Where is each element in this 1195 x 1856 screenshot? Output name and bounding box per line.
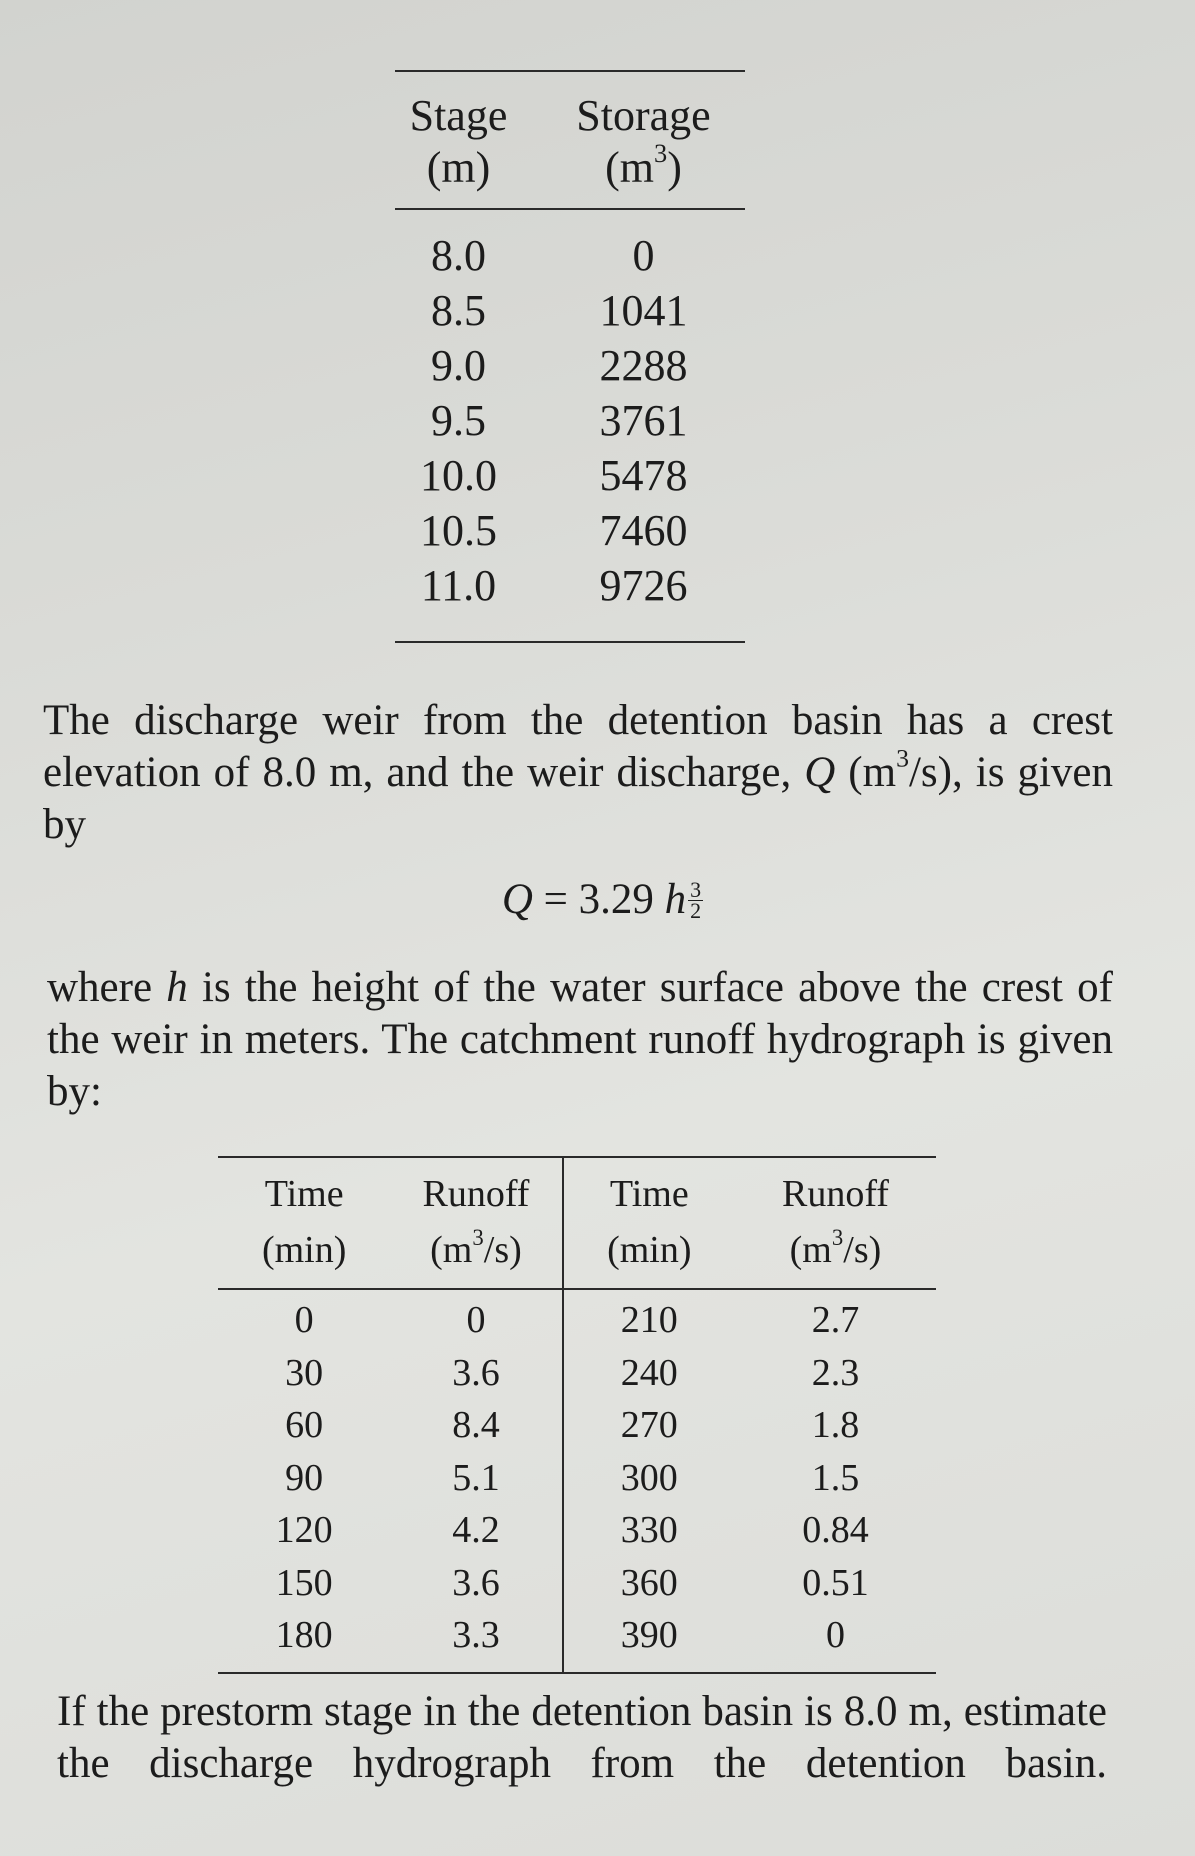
table-row (218, 1504, 936, 1557)
storage-cell: 2288 (599, 341, 688, 390)
storage-cell: 0 (632, 231, 655, 280)
weir-equation: Q = 3.29 h $\frac{3}{2}$ (501, 876, 702, 923)
table-row (395, 283, 745, 338)
stage-cell: 9.5 (431, 396, 486, 445)
storage-cell: 7460 (599, 506, 688, 555)
time-cell: 120 (275, 1509, 333, 1551)
storage-header: Storage $(m^3)$ (576, 91, 711, 192)
height-definition-paragraph: where h is the height of the water surface above the crest of the weir in meters. The catchment runoff hydrograph is given by: (47, 964, 1113, 1115)
weir-description-paragraph: The discharge weir from the detention basin has a crest elevation of 8.0 m, and the weir discharge, Q $(m^3/s)$, is given by (43, 697, 1113, 848)
storage-cell: 1041 (599, 286, 688, 335)
time-cell: 150 (275, 1561, 333, 1604)
runoff-cell: 3.3 (390, 1609, 562, 1673)
stage-cell: 9.0 (431, 341, 486, 390)
stage-storage-table (395, 70, 745, 643)
time-cell: 270 (620, 1404, 678, 1446)
stage-cell: 8.0 (431, 231, 486, 280)
runoff-cell: 2.7 (811, 1299, 860, 1341)
table-row (218, 1452, 936, 1505)
runoff-hydrograph-table (218, 1156, 936, 1674)
stage-cell: 11.0 (420, 561, 497, 610)
time-cell: 300 (620, 1456, 678, 1499)
runoff-header-1: Runoff $(m^3/s)$ (390, 1157, 562, 1289)
storage-cell: 3761 (599, 396, 688, 445)
stage-storage-body (395, 209, 745, 642)
table-row (395, 558, 745, 642)
runoff-cell: 0 (825, 1614, 845, 1656)
table-row (218, 1557, 936, 1610)
time-cell: 210 (620, 1299, 678, 1341)
runoff-hydrograph-body (218, 1289, 936, 1673)
table-row (395, 503, 745, 558)
stage-cell: 10.0 (420, 451, 497, 500)
time-cell: 90 (285, 1456, 324, 1499)
runoff-header-2: Runoff $(m^3/s)$ (781, 1173, 889, 1271)
table-row (395, 448, 745, 503)
runoff-cell: 0 (390, 1289, 562, 1347)
table-row (218, 1399, 936, 1452)
time-cell: 360 (620, 1561, 678, 1604)
table-row (395, 393, 745, 448)
time-cell: 330 (620, 1509, 678, 1551)
runoff-cell: 3.6 (390, 1557, 562, 1610)
table-row (218, 1347, 936, 1400)
exponent-fraction: $\frac{3}{2}$ (690, 877, 702, 923)
time-cell: 180 (275, 1614, 333, 1656)
stage-cell: 8.5 (431, 286, 486, 335)
time-cell: 390 (620, 1614, 678, 1656)
time-header-2: Time (min) (607, 1173, 692, 1271)
time-header-1: Time (min) (261, 1173, 347, 1271)
table-row (395, 209, 745, 283)
storage-cell: 9726 (599, 561, 688, 610)
runoff-cell: 1.5 (811, 1456, 860, 1499)
table-row (218, 1609, 936, 1673)
runoff-cell: 5.1 (390, 1452, 562, 1505)
runoff-cell: 2.3 (811, 1351, 860, 1394)
runoff-cell: 0.51 (802, 1561, 869, 1604)
table-row (395, 338, 745, 393)
time-cell: 240 (620, 1351, 678, 1394)
time-cell: 0 (294, 1299, 314, 1341)
question-paragraph: If the prestorm stage in the detention basin is 8.0 m, estimate the discharge hydrograph from the detention basin. (57, 1688, 1107, 1787)
table-header-row (395, 71, 745, 209)
table-header-row (218, 1157, 936, 1289)
stage-header: Stage (m) (409, 91, 508, 192)
stage-cell: 10.5 (420, 506, 497, 555)
runoff-cell: 1.8 (811, 1404, 860, 1446)
table-row (218, 1289, 936, 1347)
time-cell: 60 (285, 1404, 324, 1446)
runoff-cell: 0.84 (802, 1509, 869, 1551)
runoff-cell: 3.6 (390, 1347, 562, 1400)
time-cell: 30 (285, 1351, 324, 1394)
storage-cell: 5478 (599, 451, 688, 500)
runoff-cell: 4.2 (390, 1504, 562, 1557)
q-symbol: Q (804, 749, 836, 796)
runoff-cell: 8.4 (390, 1399, 562, 1452)
